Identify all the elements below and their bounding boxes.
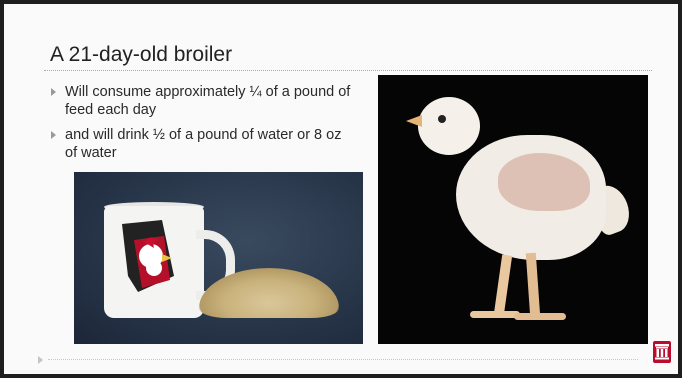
footer-triangle-icon bbox=[38, 356, 43, 364]
mug-rooster-emblem bbox=[104, 206, 204, 318]
bullet-list bbox=[50, 83, 355, 169]
chick-foot bbox=[514, 313, 566, 320]
bullet-item bbox=[50, 83, 355, 119]
footer-divider bbox=[48, 359, 638, 360]
chick-leg bbox=[526, 253, 540, 318]
university-arch-logo bbox=[653, 341, 671, 363]
mug bbox=[104, 206, 204, 318]
bullet-text: Will consume approximately ¼ of a pound of feed each day bbox=[65, 84, 351, 118]
broiler-chick-photo bbox=[378, 75, 648, 344]
bullet-item bbox=[50, 126, 355, 162]
chick-foot bbox=[470, 311, 520, 318]
chick-beak bbox=[406, 115, 422, 127]
triangle-right-icon bbox=[51, 88, 56, 96]
chick-eye bbox=[438, 115, 446, 123]
title-divider bbox=[44, 70, 652, 71]
chick-leg bbox=[494, 255, 512, 316]
bullet-text: and will drink ½ of a pound of water or 8 oz of water bbox=[65, 127, 342, 161]
triangle-right-icon bbox=[51, 131, 56, 139]
slide-title: A 21-day-old broiler bbox=[50, 43, 233, 66]
chick-head bbox=[418, 97, 480, 155]
mug-and-feed-photo bbox=[74, 172, 363, 344]
